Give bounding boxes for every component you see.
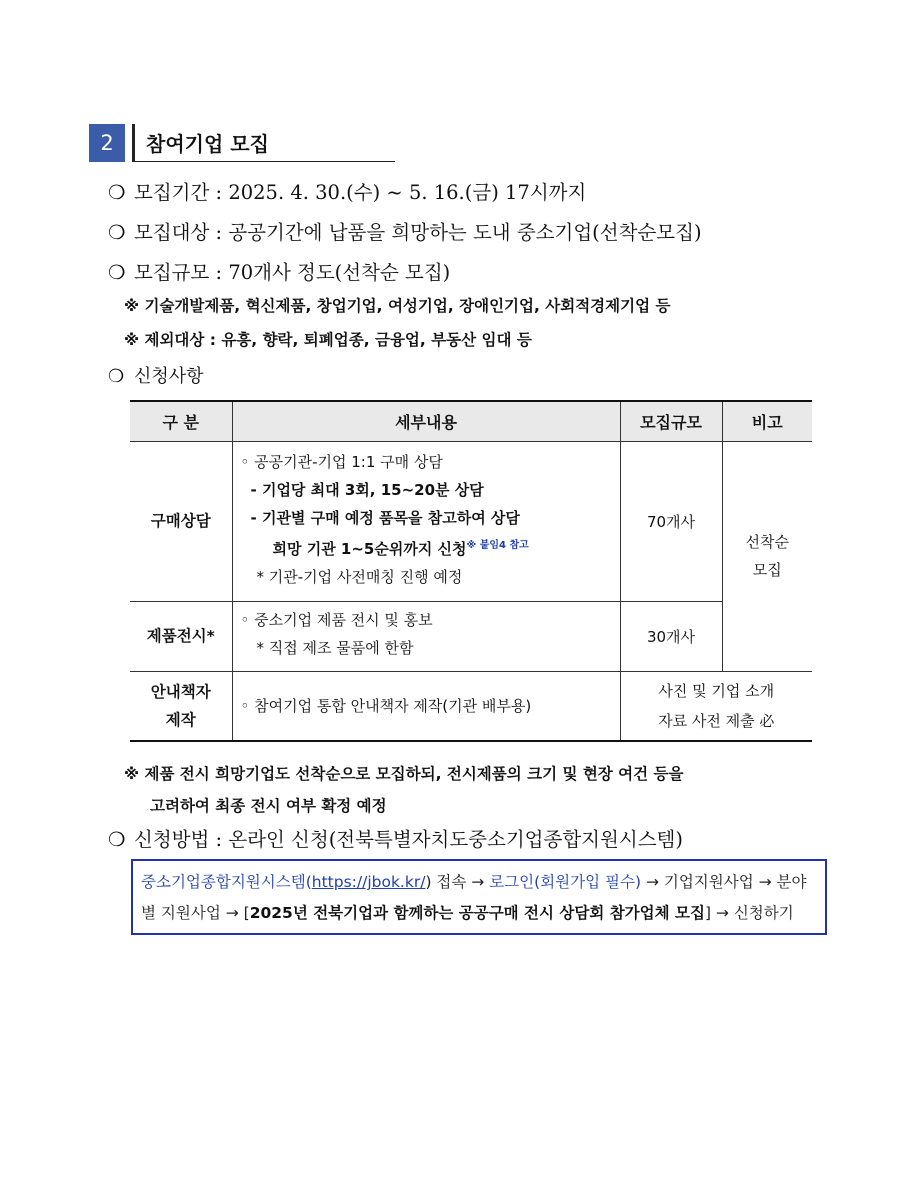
bullet-recruit-scale: ❍ 모집규모 : 70개사 정도(선착순 모집) (108, 261, 451, 284)
jbok-link[interactable]: https://jbok.kr/ (311, 873, 426, 891)
bullet-apply-method: ❍ 신청방법 : 온라인 신청(전북특별자치도중소기업종합지원시스템) (108, 828, 683, 851)
apply-method-box: 중소기업종합지원시스템(https://jbok.kr/) 접속 → 로그인(회원가입 필수) → 기업지원사업 → 분야별 지원사업 → [2025년 전북기업과 함께하는 공공구매 전시 상담회 참가업체 모집] → 신청하기 (131, 859, 827, 935)
bullet-apply-items: ❍ 신청사항 (108, 366, 204, 387)
category-purchase: 구매상담 (130, 441, 232, 601)
bullet-recruit-target: ❍ 모집대상 : 공공기간에 납품을 희망하는 도내 중소기업(선착순모집) (108, 221, 702, 244)
section-divider-bar (132, 124, 135, 162)
table-row-guide (130, 671, 812, 741)
circle-bullet-icon: ❍ (108, 181, 126, 204)
attachment-reference: ※ 붙임4 참고 (466, 539, 529, 551)
section-underline (132, 161, 395, 162)
remark-first-come: 선착순 모집 (722, 441, 812, 671)
section-title: 참여기업 모집 (146, 132, 269, 156)
login-link[interactable]: 로그인(회원가입 필수) (489, 873, 641, 891)
header-category: 구 분 (130, 401, 232, 441)
header-details: 세부내용 (232, 401, 620, 441)
table-row-purchase (130, 441, 812, 601)
note-excluded-types: ※ 제외대상 : 유흥, 향락, 퇴폐업종, 금융업, 부동산 임대 등 (124, 331, 532, 349)
header-remark: 비고 (722, 401, 812, 441)
note-exhibit-selection: ※ 제품 전시 희망기업도 선착순으로 모집하되, 전시제품의 크기 및 현장 여건 등을 고려하여 최종 전시 여부 확정 예정 (124, 765, 684, 815)
circle-bullet-icon: ❍ (108, 221, 126, 244)
circle-bullet-icon: ❍ (108, 366, 125, 387)
bullet-recruit-period: ❍ 모집기간 : 2025. 4. 30.(수) ~ 5. 16.(금) 17시까지 (108, 181, 587, 204)
circle-bullet-icon: ❍ (108, 261, 126, 284)
scale-exhibit: 30개사 (620, 601, 722, 671)
category-exhibit: 제품전시* (130, 601, 232, 671)
category-guide: 안내책자 제작 (130, 671, 232, 741)
details-guide: ◦ 참여기업 통합 안내책자 제작(기관 배부용) (232, 671, 620, 741)
scale-purchase: 70개사 (620, 441, 722, 601)
section-number: 2 (89, 124, 125, 162)
details-purchase: ◦ 공공기관-기업 1:1 구매 상담 - 기업당 최대 3회, 15~20분 상담 - 기관별 구매 예정 품목을 참고하여 상담 희망 기관 1~5순위까지 신청$^{※ 붙임4 참고}$ * 기관-기업 사전매칭 진행 예정 (232, 441, 620, 601)
application-details-table (130, 400, 812, 742)
table-header-row (130, 401, 812, 441)
note-eligible-types: ※ 기술개발제품, 혁신제품, 창업기업, 여성기업, 장애인기업, 사회적경제기업 등 (124, 297, 671, 315)
header-scale: 모집규모 (620, 401, 722, 441)
program-title: 2025년 전북기업과 함께하는 공공구매 전시 상담회 참가업체 모집 (249, 904, 705, 922)
table-row-exhibit (130, 601, 812, 671)
circle-bullet-icon: ❍ (108, 828, 126, 851)
remark-guide: 사진 및 기업 소개 자료 사전 제출 必 (620, 671, 812, 741)
details-exhibit: ◦ 중소기업 제품 전시 및 홍보 * 직접 제조 물품에 한함 (232, 601, 620, 671)
